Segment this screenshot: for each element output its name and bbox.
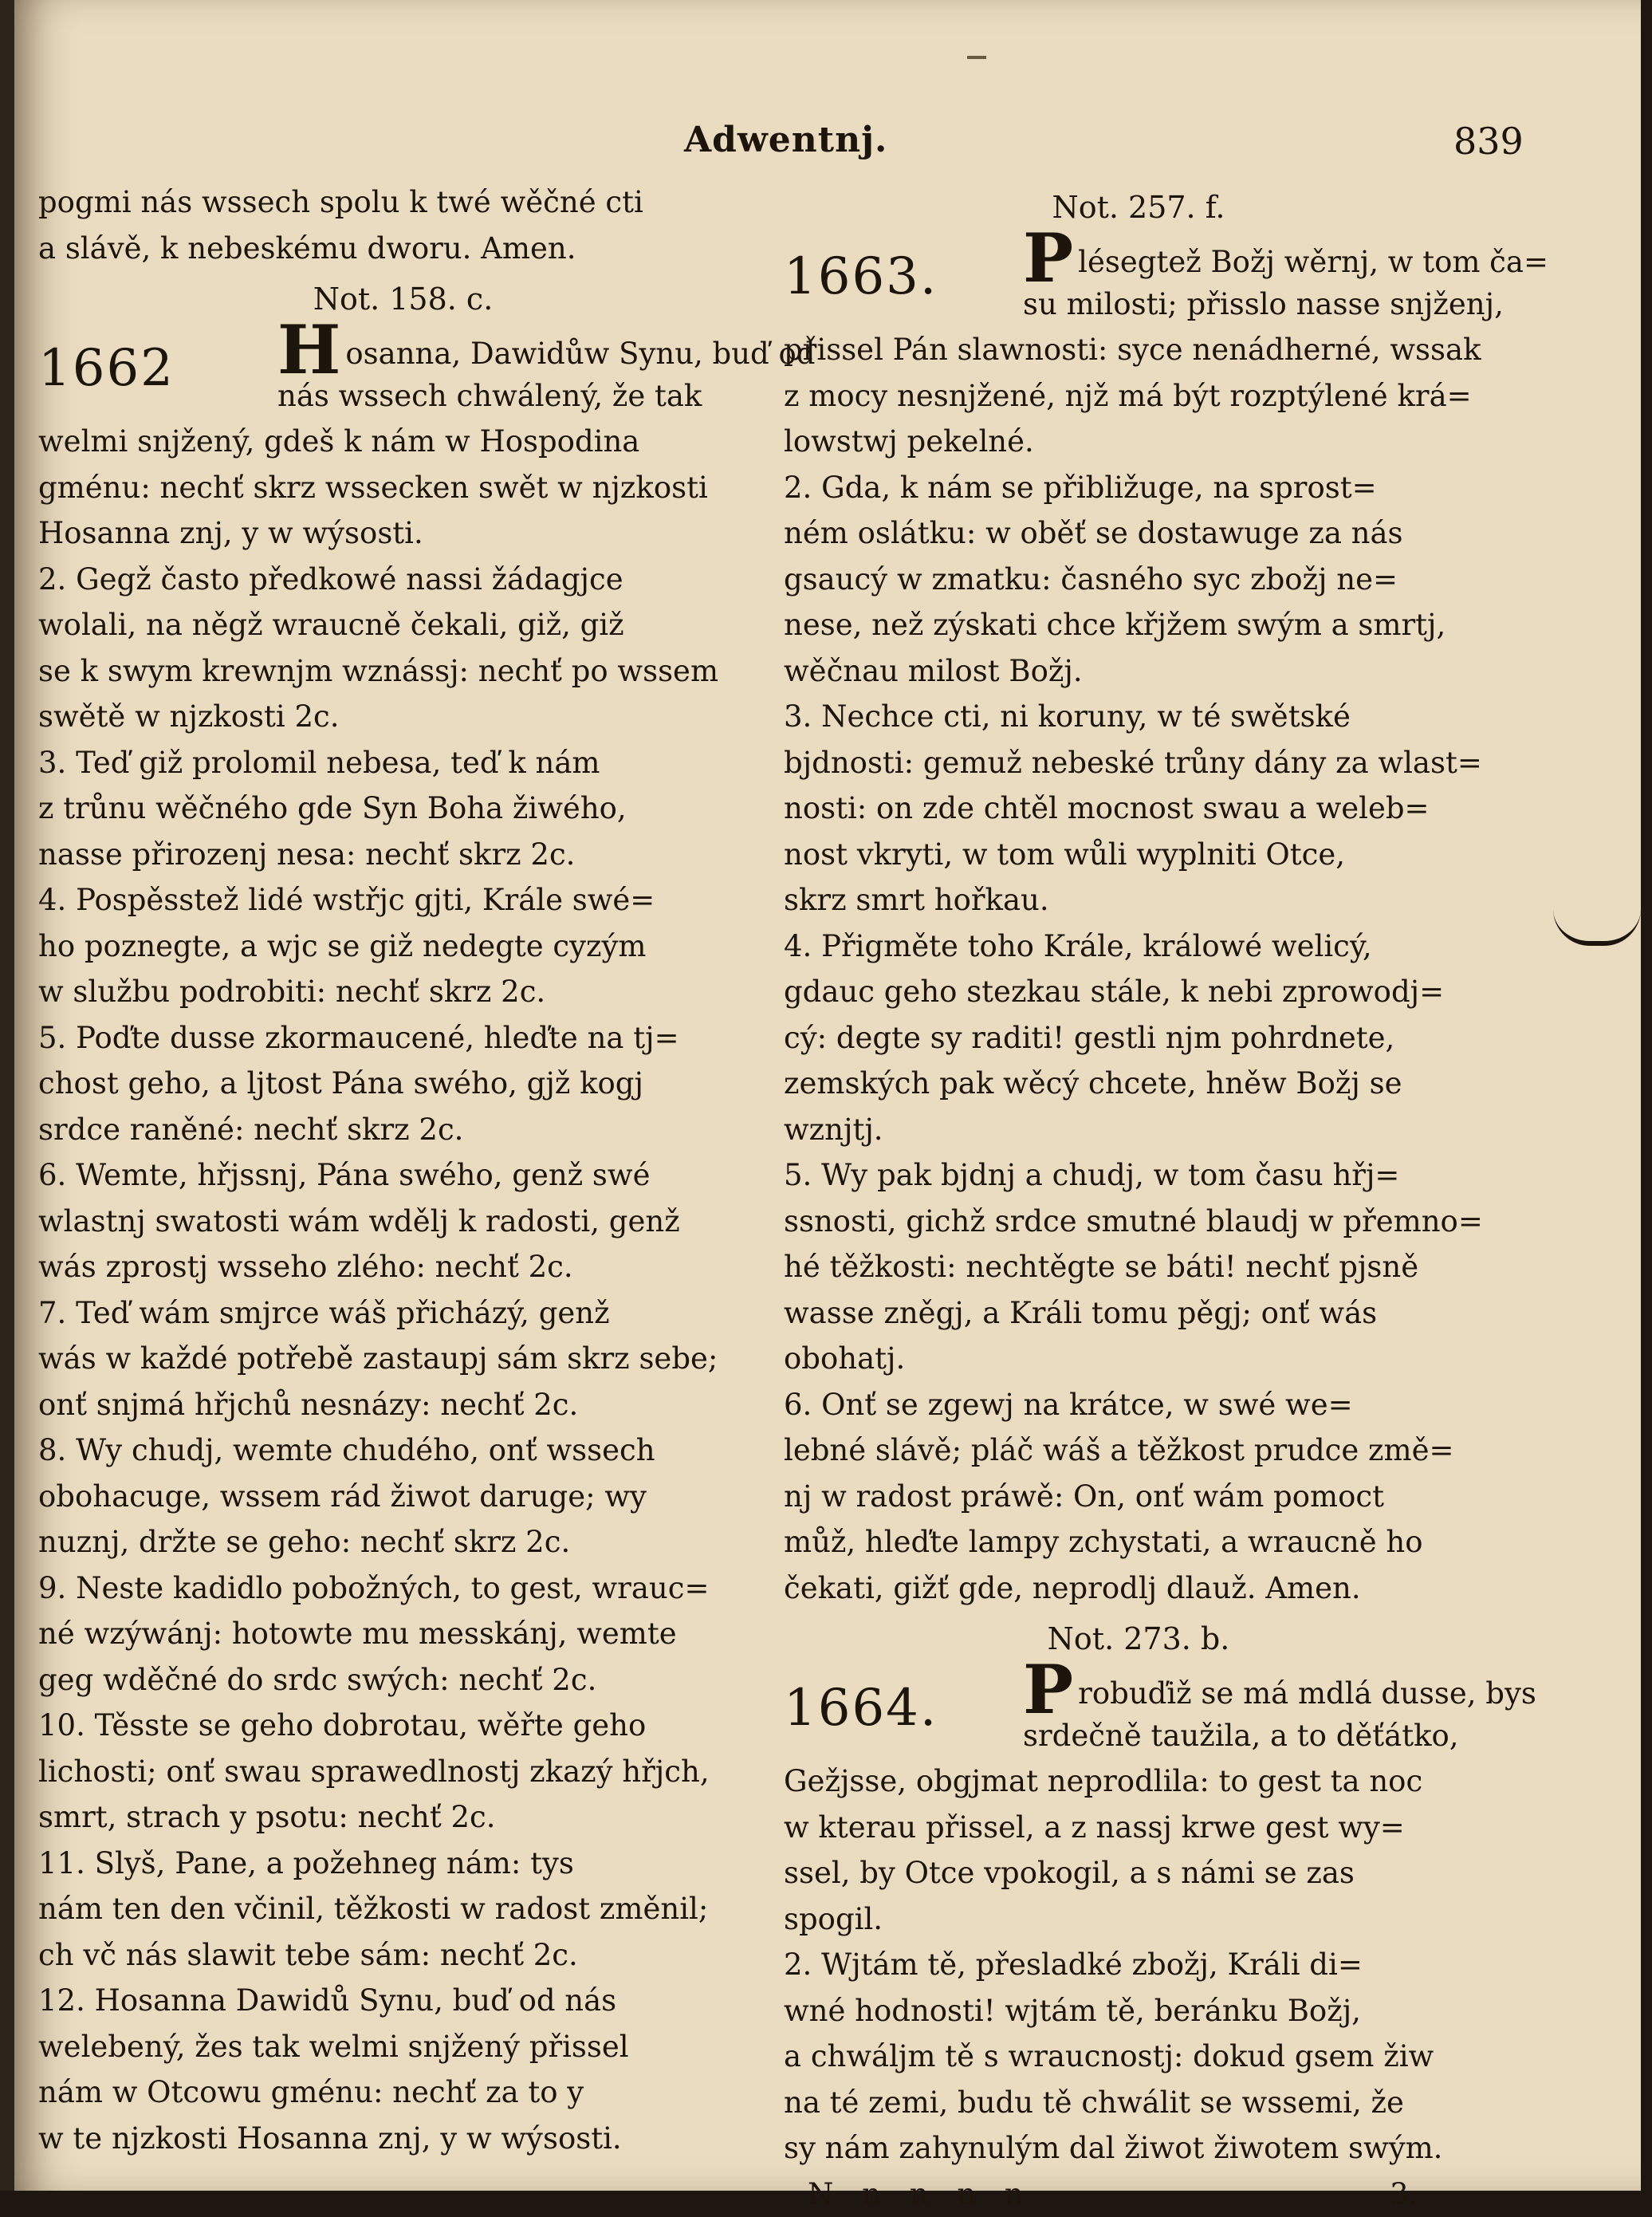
text-line: lichosti; onť swau sprawedlnostj zkazý hřjch, — [38, 1749, 768, 1795]
text-line: a chwáljm tě s wraucnostj: dokud gsem žiw — [784, 2034, 1493, 2080]
hymn-body — [38, 419, 768, 2161]
right-column — [784, 179, 1493, 2217]
text-line: nj w radost práwě: On, onť wám pomoct — [784, 1474, 1493, 1520]
text-line: wolali, na něgž wraucně čekali, giž, giž — [38, 602, 768, 648]
text-line: Gežjsse, obgjmat neprodlila: to gest ta noc — [784, 1758, 1493, 1805]
text-line — [277, 327, 768, 373]
text-line: můž, hleďte lampy zchystati, a wraucně ho — [784, 1519, 1493, 1565]
text-line: 11. Slyš, Pane, a požehneg nám: tys — [38, 1841, 768, 1887]
text-line: 5. Wy pak bjdnj a chudj, w tom času hřj= — [784, 1152, 1493, 1199]
text-line: lowstwj pekelné. — [784, 419, 1493, 465]
text-line: srdečně taužila, a to děťátko, — [1023, 1713, 1493, 1759]
text-line: z mocy nesnjžené, njž má být rozptýlené krá= — [784, 373, 1493, 419]
text-line: chost geho, a ljtost Pána swého, gjž kogj — [38, 1061, 768, 1107]
text-line: 3. Nechce cti, ni koruny, w té swětské — [784, 694, 1493, 740]
hymn-number: 1664. — [784, 1667, 938, 1750]
text-line: 7. Teď wám smjrce wáš přicházý, genž — [38, 1290, 768, 1337]
hymn-heading — [784, 1667, 1493, 1758]
text-line: 10. Těsste se geho dobrotau, wěřte geho — [38, 1703, 768, 1749]
book-binding — [0, 0, 14, 2191]
text-line: onť snjmá hřjchů nesnázy: nechť 2c. — [38, 1382, 768, 1428]
text-line: 2. Gda, k nám se přibližuge, na sprost= — [784, 465, 1493, 511]
left-column — [38, 179, 768, 2161]
text-line: ch vč nás slawit tebe sám: nechť 2c. — [38, 1932, 768, 1979]
text-line: w kterau přissel, a z nassj krwe gest wy= — [784, 1805, 1493, 1851]
text-line: zemských pak wěcý chcete, hněw Božj se — [784, 1061, 1493, 1107]
text-line: přissel Pán slawnosti: syce nenádherné, wssak — [784, 327, 1493, 373]
signature-mark: 3. — [1390, 2172, 1418, 2217]
text-line: su milosti; přisslo nasse snjženj, — [1023, 282, 1493, 328]
hymn-heading — [38, 327, 768, 419]
text-line: gsaucý w zmatku: časného syc zbožj ne= — [784, 557, 1493, 603]
drop-cap: P — [1023, 1650, 1073, 1729]
text-line-content: osanna, Dawidůw Synu, buď od — [345, 337, 815, 371]
text-line: na té zemi, budu tě chwálit se wssemi, že — [784, 2080, 1493, 2126]
text-line: nasse přirozenj nesa: nechť skrz 2c. — [38, 832, 768, 878]
text-line: cý: degte sy raditi! gestli njm pohrdnete, — [784, 1015, 1493, 1061]
text-line: Hosanna znj, y w wýsosti. — [38, 510, 768, 557]
text-line: ssnosti, gichž srdce smutné blaudj w přemno= — [784, 1199, 1493, 1245]
text-line: gménu: nechť skrz wssecken swět w njzkosti — [38, 465, 768, 511]
text-line: 4. Pospěsstež lidé wstřjc gjti, Krále swé= — [38, 877, 768, 923]
text-line: wasse zněgj, a Králi tomu pěgj; onť wás — [784, 1290, 1493, 1337]
text-line: lebné slávě; pláč wáš a těžkost prudce změ= — [784, 1427, 1493, 1474]
text-line: bjdnosti: gemuž nebeské trůny dány za wlast= — [784, 740, 1493, 786]
drop-cap: P — [1023, 219, 1073, 297]
text-line: nuznj, držte se geho: nechť skrz 2c. — [38, 1519, 768, 1565]
text-line — [1023, 235, 1493, 282]
page-footer — [784, 2172, 1493, 2217]
text-line: 2. Wjtám tě, přesladké zbožj, Králi di= — [784, 1942, 1493, 1988]
text-line: se k swym krewnjm wznássj: nechť po wssem — [38, 648, 768, 695]
text-line: 2. Gegž často předkowé nassi žádagjce — [38, 557, 768, 603]
hymn-body — [784, 327, 1493, 1611]
text-line: nese, než zýskati chce křjžem swým a smrtj, — [784, 602, 1493, 648]
text-line: obohacuge, wssem rád žiwot daruge; wy — [38, 1474, 768, 1520]
text-line: nás wssech chwálený, že tak — [277, 373, 768, 419]
text-line: 5. Poďte dusse zkormaucené, hleďte na tj= — [38, 1015, 768, 1061]
text-line: nosti: on zde chtěl mocnost swau a weleb= — [784, 786, 1493, 832]
text-line: ho poznegte, a wjc se giž nedegte cyzým — [38, 923, 768, 970]
hymn-note: Not. 273. b. — [784, 1611, 1493, 1667]
hymn-body — [784, 1758, 1493, 2172]
text-line: sy nám zahynulým dal žiwot žiwotem swým. — [784, 2125, 1493, 2172]
text-line: 4. Přigměte toho Krále, králowé welicý, — [784, 923, 1493, 970]
text-line: né wzýwánj: hotowte mu messkánj, wemte — [38, 1611, 768, 1657]
text-line: ném oslátku: w oběť se dostawuge za nás — [784, 510, 1493, 557]
text-line: geg wděčné do srdc swých: nechť 2c. — [38, 1657, 768, 1703]
text-line: wás w každé potřebě zastaupj sám skrz sebe; — [38, 1336, 768, 1382]
text-line: nost vkryti, w tom wůli wyplniti Otce, — [784, 832, 1493, 878]
page-header — [14, 120, 1641, 167]
text-line: welebený, žes tak welmi snjžený přissel — [38, 2024, 768, 2070]
text-line: z trůnu wěčného gde Syn Boha žiwého, — [38, 786, 768, 832]
text-line: spogil. — [784, 1896, 1493, 1943]
text-line: obohatj. — [784, 1336, 1493, 1382]
text-line: nám w Otcowu gménu: nechť za to y — [38, 2069, 768, 2116]
text-line: srdce raněné: nechť skrz 2c. — [38, 1107, 768, 1153]
page-mark — [967, 56, 986, 59]
text-line: 8. Wy chudj, wemte chudého, onť wssech — [38, 1427, 768, 1474]
text-line: welmi snjžený, gdeš k nám w Hospodina — [38, 419, 768, 465]
hymn-note: Not. 257. f. — [784, 179, 1493, 235]
text-line: wás zprostj wsseho zlého: nechť 2c. — [38, 1244, 768, 1290]
text-line: w službu podrobiti: nechť skrz 2c. — [38, 969, 768, 1015]
text-line: pogmi nás wssech spolu k twé wěčné cti — [38, 179, 768, 226]
hymn-number: 1662 — [38, 327, 175, 411]
margin-mark — [1553, 909, 1641, 946]
text-line: wěčnau milost Božj. — [784, 648, 1493, 695]
text-line: a slávě, k nebeskému dworu. Amen. — [38, 226, 768, 272]
text-line: wlastnj swatosti wám wdělj k radosti, genž — [38, 1199, 768, 1245]
hymn-number: 1663. — [784, 235, 938, 319]
text-line: swětě w njzkosti 2c. — [38, 694, 768, 740]
text-line: 9. Neste kadidlo pobožných, to gest, wrauc= — [38, 1565, 768, 1612]
text-line-content: robuďiž se má mdlá dusse, bys — [1078, 1676, 1536, 1711]
text-line: smrt, strach y psotu: nechť 2c. — [38, 1794, 768, 1841]
page-number: 839 — [1453, 120, 1524, 163]
text-line: čekati, gižť gde, neprodlj dlauž. Amen. — [784, 1565, 1493, 1612]
text-line: w te njzkosti Hosanna znj, y w wýsosti. — [38, 2116, 768, 2162]
hymn-heading — [784, 235, 1493, 327]
drop-cap: H — [277, 310, 340, 389]
hymn-note: Not. 158. c. — [38, 271, 768, 327]
text-line: skrz smrt hořkau. — [784, 877, 1493, 923]
book-page — [14, 0, 1641, 2191]
text-line: 6. Onť se zgewj na krátce, w swé we= — [784, 1382, 1493, 1428]
text-line-content: lésegtež Božj wěrnj, w tom ča= — [1078, 245, 1548, 279]
text-line: nám ten den včinil, těžkosti w radost změnil; — [38, 1886, 768, 1932]
text-line: wné hodnosti! wjtám tě, beránku Božj, — [784, 1988, 1493, 2034]
text-line: 6. Wemte, hřjssnj, Pána swého, genž swé — [38, 1152, 768, 1199]
text-line: 3. Teď giž prolomil nebesa, teď k nám — [38, 740, 768, 786]
text-line — [1023, 1667, 1493, 1713]
text-line: ssel, by Otce vpokogil, a s námi se zas — [784, 1850, 1493, 1896]
text-line: gdauc geho stezkau stále, k nebi zprowodj= — [784, 969, 1493, 1015]
text-line: 12. Hosanna Dawidů Synu, buď od nás — [38, 1978, 768, 2024]
running-title: Adwentnj. — [684, 120, 887, 160]
text-line: hé těžkosti: nechtěgte se báti! nechť pjsně — [784, 1244, 1493, 1290]
catchword: N n n n n — [808, 2172, 1033, 2217]
text-line: wznjtj. — [784, 1107, 1493, 1153]
